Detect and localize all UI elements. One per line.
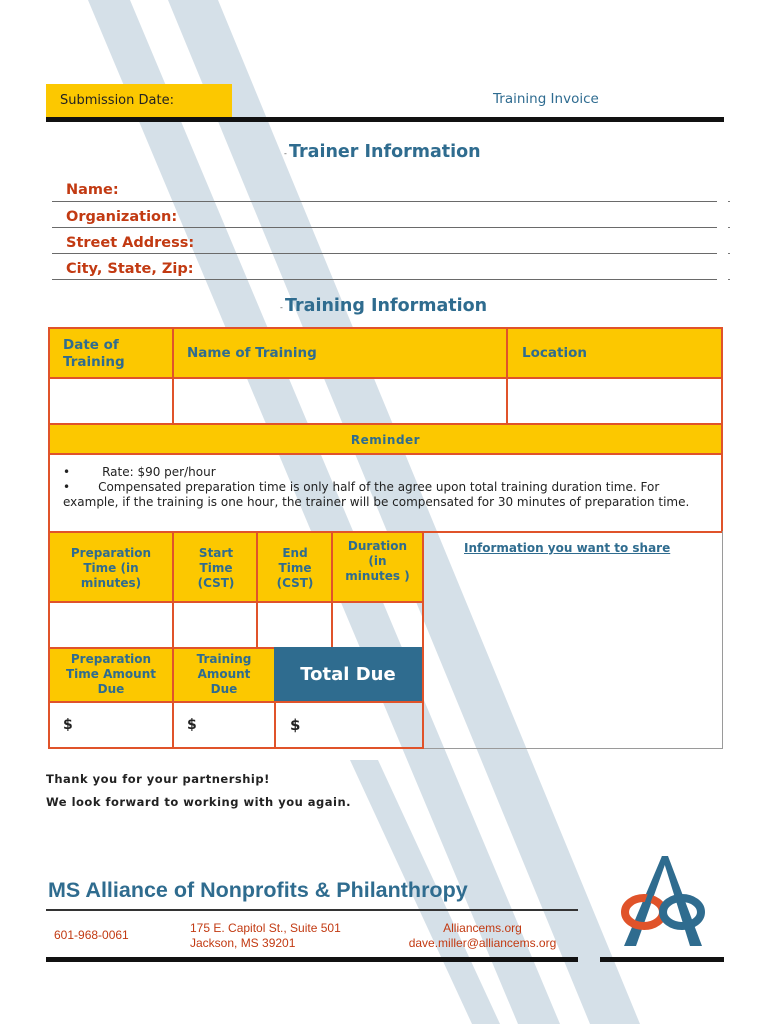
footer-address (190, 921, 341, 951)
training-section-title: Training Information (285, 296, 488, 316)
footer-divider (46, 909, 578, 911)
title-mark: - (284, 149, 287, 158)
alliance-chain-a-logo-icon (616, 852, 710, 950)
organization-field-line[interactable] (52, 227, 717, 228)
reminder-bullet-rate-text: Rate: $90 per/hour (102, 465, 216, 479)
training-table (48, 327, 723, 749)
training-amount-header-label: Training Amount Due (196, 652, 252, 696)
reminder-body (48, 453, 723, 533)
reminder-bullet-rate (63, 465, 703, 480)
name-of-training-header (172, 327, 508, 379)
footer-bottom-rule (46, 957, 578, 962)
reminder-bar (48, 423, 723, 455)
duration-input[interactable] (331, 601, 424, 649)
bullet-icon: • (63, 480, 71, 494)
submission-date-label[interactable]: Submission Date: (46, 84, 232, 118)
date-of-training-header-label: Date of Training (63, 337, 125, 370)
training-amount-input[interactable] (172, 701, 276, 749)
trainer-section-title: Trainer Information (289, 142, 481, 162)
footer-email[interactable]: dave.miller@alliancems.org (408, 936, 557, 950)
line-mark (728, 253, 730, 254)
prep-time-input[interactable] (48, 601, 174, 649)
line-mark (728, 279, 730, 280)
reminder-title: Reminder (350, 433, 421, 447)
bullet-icon: • (63, 465, 71, 479)
start-time-header-label: Start Time (CST) (197, 546, 235, 590)
look-forward-line: We look forward to working with you again. (46, 795, 352, 809)
reminder-bullet-prep-text: Compensated preparation time is only half of the agree upon total training duration time. For example, if the training is one hour, the trainer will be compensated for 30 minutes of preparation time. (63, 480, 690, 509)
end-time-input[interactable] (256, 601, 333, 649)
footer-bottom-rule-right (600, 957, 724, 962)
street-address-field-line[interactable] (52, 253, 717, 254)
name-field-line[interactable] (52, 201, 717, 202)
footer-website[interactable]: Alliancems.org (443, 921, 522, 935)
duration-header-label: Duration (in minutes ) (345, 539, 410, 583)
line-mark (728, 201, 730, 202)
start-time-input[interactable] (172, 601, 258, 649)
name-of-training-input[interactable] (172, 377, 508, 425)
footer-phone: 601-968-0061 (54, 928, 129, 942)
footer-address-line1: 175 E. Capitol St., Suite 501 (190, 921, 341, 935)
dollar-sign: $ (290, 716, 301, 734)
dollar-sign: $ (63, 717, 73, 733)
thanks-line: Thank you for your partnership! (46, 772, 270, 786)
footer-contact (400, 921, 565, 951)
prep-time-header-label: Preparation Time (in minutes) (70, 546, 152, 590)
invoice-title: Training Invoice (493, 91, 599, 107)
name-of-training-header-label: Name of Training (187, 345, 317, 361)
information-share-box[interactable] (422, 531, 723, 749)
header-divider (46, 117, 724, 122)
location-header-label: Location (522, 345, 587, 361)
name-field-label: Name: (66, 182, 119, 198)
total-due-input[interactable] (274, 701, 424, 749)
end-time-header (256, 531, 333, 603)
organization-field-label: Organization: (66, 209, 178, 225)
location-input[interactable] (506, 377, 723, 425)
line-mark (728, 227, 730, 228)
city-state-zip-field-label: City, State, Zip: (66, 261, 194, 277)
prep-amount-header (48, 647, 174, 703)
training-amount-header (172, 647, 276, 703)
location-header (506, 327, 723, 379)
city-state-zip-field-line[interactable] (52, 279, 717, 280)
prep-amount-input[interactable] (48, 701, 174, 749)
organization-name: MS Alliance of Nonprofits & Philanthropy (48, 878, 468, 902)
footer-address-line2: Jackson, MS 39201 (190, 936, 296, 950)
total-due-header: Total Due (274, 647, 422, 703)
start-time-header (172, 531, 258, 603)
duration-header (331, 531, 424, 603)
date-of-training-header (48, 327, 174, 379)
information-share-label: Information you want to share (464, 541, 671, 555)
reminder-bullet-prep (63, 480, 703, 510)
dollar-sign: $ (187, 717, 197, 733)
prep-time-header (48, 531, 174, 603)
title-mark: - (280, 303, 283, 312)
date-of-training-input[interactable] (48, 377, 174, 425)
end-time-header-label: End Time (CST) (276, 546, 314, 590)
prep-amount-header-label: Preparation Time Amount Due (66, 652, 156, 696)
street-address-field-label: Street Address: (66, 235, 195, 251)
